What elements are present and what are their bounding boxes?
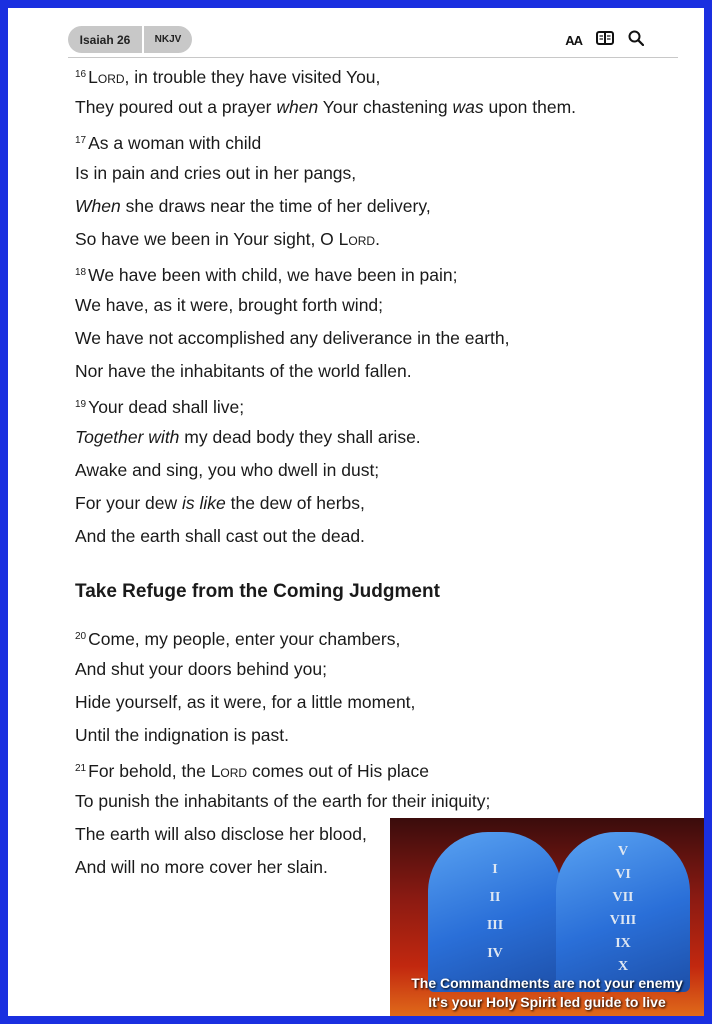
verse-text: .	[375, 229, 380, 249]
verse-text: And shut your doors behind you;	[75, 659, 327, 679]
verse-text: So have we been in Your sight, O	[75, 229, 339, 249]
verse-text: Hide yourself, as it were, for a little moment,	[75, 692, 416, 712]
verse-line	[75, 686, 675, 719]
toolbar	[565, 30, 644, 51]
verse-text: Together with	[75, 427, 180, 447]
verse-text: Your chastening	[318, 97, 453, 117]
commandment-numeral: III	[486, 918, 504, 933]
verse-text: is like	[181, 493, 226, 513]
verse-line	[75, 388, 675, 421]
verse-line	[75, 653, 675, 686]
verse-text: Lord	[338, 229, 376, 249]
verse-number[interactable]: 21	[75, 763, 87, 774]
verse-text: Your dead shall live;	[88, 397, 245, 417]
left-stone-tablet	[428, 832, 562, 992]
verse-text: To punish the inhabitants of the earth for their iniquity;	[75, 791, 491, 811]
verse-text: Lord	[210, 761, 248, 781]
commandment-numeral: I	[492, 862, 498, 877]
verse-number[interactable]: 19	[75, 399, 87, 410]
commandment-numeral: IV	[487, 946, 503, 961]
verse-text: For behold, the	[88, 761, 211, 781]
verse-line	[75, 421, 675, 454]
verse-text: The earth will also disclose her blood,	[75, 824, 367, 844]
verse-line	[75, 91, 675, 124]
verse-number[interactable]: 16	[75, 69, 87, 80]
verse-line	[75, 190, 675, 223]
verse-text: When	[75, 196, 121, 216]
verse-line	[75, 223, 675, 256]
verse-number[interactable]: 20	[75, 631, 87, 642]
verse-line	[75, 256, 675, 289]
verse-line	[75, 752, 675, 785]
verse-text: comes out of His place	[247, 761, 429, 781]
book-icon[interactable]	[596, 31, 614, 50]
commandment-numeral: IX	[615, 936, 631, 951]
scripture-text	[75, 58, 675, 884]
search-icon[interactable]	[628, 30, 644, 51]
verse-text: And will no more cover her slain.	[75, 857, 328, 877]
commandment-numeral: V	[617, 844, 629, 859]
verses-16-19	[75, 58, 675, 553]
commandment-numeral: VIII	[609, 913, 637, 928]
advertisement-image[interactable]	[390, 818, 704, 1016]
verse-text: Nor have the inhabitants of the world fallen.	[75, 361, 412, 381]
passage-selector	[68, 26, 192, 53]
verse-line	[75, 124, 675, 157]
verse-text: the dew of herbs,	[225, 493, 365, 513]
verse-text: We have, as it were, brought forth wind;	[75, 295, 384, 315]
verse-text: Until the indignation is past.	[75, 725, 290, 745]
verse-text: my dead body they shall arise.	[179, 427, 421, 447]
verse-text: They poured out a prayer	[75, 97, 277, 117]
right-stone-tablet	[556, 832, 690, 992]
verse-line	[75, 520, 675, 553]
verse-line	[75, 289, 675, 322]
verse-line	[75, 322, 675, 355]
commandment-numeral: II	[489, 890, 501, 905]
ad-caption	[390, 974, 704, 1012]
verse-line	[75, 785, 675, 818]
verse-text: Awake and sing, you who dwell in dust;	[75, 460, 380, 480]
version-button[interactable]: NKJV	[154, 34, 182, 45]
verse-line	[75, 620, 675, 653]
verse-line	[75, 157, 675, 190]
font-size-label: AA	[565, 33, 582, 48]
ad-caption-line2: It's your Holy Spirit led guide to live	[428, 994, 666, 1010]
top-bar	[8, 8, 704, 64]
verse-line	[75, 355, 675, 388]
verse-text: when	[276, 97, 319, 117]
verse-line	[75, 487, 675, 520]
verse-text: For your dew	[75, 493, 182, 513]
commandment-numeral: X	[617, 959, 629, 974]
verse-number[interactable]: 18	[75, 267, 87, 278]
ad-caption-line1: The Commandments are not your enemy	[411, 975, 683, 991]
commandment-numeral: VI	[615, 867, 631, 882]
verse-text: Lord	[88, 67, 125, 87]
commandment-numeral: VII	[612, 890, 634, 905]
verse-text: As a woman with child	[88, 133, 262, 153]
verse-line	[75, 58, 675, 91]
verse-number[interactable]: 17	[75, 135, 87, 146]
verse-text: upon them.	[483, 97, 577, 117]
font-size-icon[interactable]	[565, 33, 582, 48]
verse-text: We have been with child, we have been in pain;	[88, 265, 458, 285]
verse-text: Come, my people, enter your chambers,	[88, 629, 401, 649]
verse-text: she draws near the time of her delivery,	[120, 196, 431, 216]
verse-text: , in trouble they have visited You,	[124, 67, 381, 87]
book-chapter-button[interactable]: Isaiah 26	[68, 26, 144, 53]
verse-text: Is in pain and cries out in her pangs,	[75, 163, 357, 183]
verse-text: And the earth shall cast out the dead.	[75, 526, 365, 546]
verse-line	[75, 454, 675, 487]
verse-text: was	[452, 97, 484, 117]
verse-line	[75, 719, 675, 752]
verse-text: We have not accomplished any deliverance in the earth,	[75, 328, 510, 348]
section-heading: Take Refuge from the Coming Judgment	[75, 581, 440, 602]
